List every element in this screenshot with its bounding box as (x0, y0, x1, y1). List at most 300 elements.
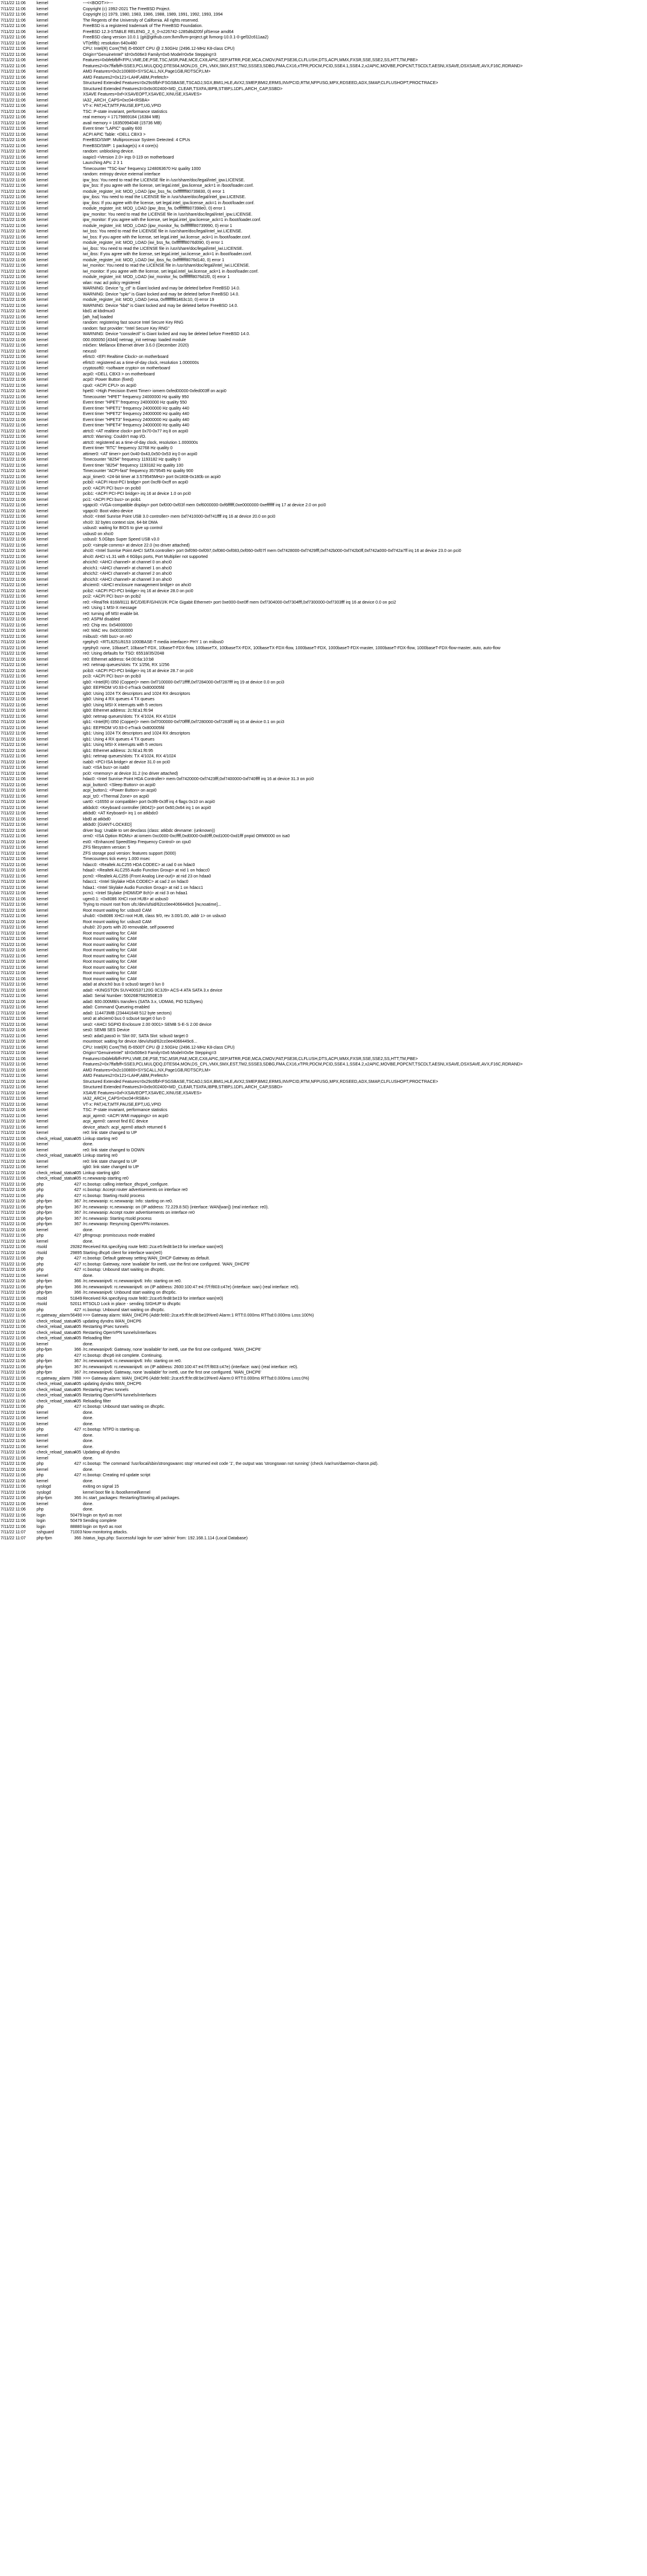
log-message: AMD Features2=0x121<LAHF,ABM,Prefetch> (83, 1074, 169, 1078)
log-time: 7/11/22 11:06 (1, 554, 26, 559)
log-time: 7/11/22 11:06 (1, 13, 26, 17)
log-pid (70, 240, 82, 246)
log-row (0, 1290, 647, 1296)
log-process: kernel (37, 549, 49, 553)
log-pid (70, 685, 82, 691)
log-message: /rc.newwanipv6: Gateway, none 'available' for inet6, use the first one configured. 'WAN_DHCP6' (83, 1348, 261, 1352)
log-process: kernel (37, 726, 49, 730)
log-process: check_reload_status (37, 1330, 76, 1335)
log-time: 7/11/22 11:06 (1, 1433, 26, 1438)
log-time: 7/11/22 11:06 (1, 766, 26, 770)
log-row (0, 1467, 647, 1473)
log-message: IA32_ARCH_CAPS=0xc04<RSBA> (83, 98, 150, 103)
log-row (0, 1159, 647, 1165)
log-pid (70, 64, 82, 70)
log-message: done. (83, 1273, 94, 1278)
log-time: 7/11/22 11:06 (1, 1062, 26, 1067)
log-process: rc.gateway_alarm (37, 1376, 70, 1381)
log-message: Starting dhcp6 client for interface wan(re0) (83, 1250, 162, 1255)
log-process: kernel (37, 35, 49, 40)
log-pid (70, 760, 82, 766)
log-row (0, 303, 647, 309)
log-process: kernel (37, 189, 49, 194)
log-row (0, 1114, 647, 1120)
log-message: re0: Using 1 MSI-X message (83, 606, 137, 610)
log-pid: 29282 (70, 1245, 82, 1249)
log-time: 7/11/22 11:06 (1, 611, 26, 616)
log-row (0, 1381, 647, 1387)
log-process: kernel (37, 1433, 49, 1438)
log-row (0, 86, 647, 92)
log-message: /rc.newwanip: rc.newwanip: on (IP address: 72.229.8.50) (interface: WAN[wan]) (real interface: re0). (83, 1205, 269, 1210)
log-time: 7/11/22 11:06 (1, 1508, 26, 1512)
log-row (0, 1073, 647, 1079)
log-pid (70, 657, 82, 663)
log-message: /rc.newwanip: Starting rtsold process (83, 1216, 152, 1221)
log-time: 7/11/22 11:06 (1, 1108, 26, 1112)
log-process: php (37, 1193, 44, 1198)
log-row (0, 1387, 647, 1393)
log-row (0, 252, 647, 258)
log-pid (70, 1467, 82, 1473)
log-row (0, 1187, 647, 1193)
log-time: 7/11/22 11:06 (1, 155, 26, 160)
log-pid (70, 931, 82, 937)
log-message: kernel boot file is /boot/kernel/kernel (83, 1490, 151, 1495)
log-time: 7/11/22 11:06 (1, 1199, 26, 1204)
log-time: 7/11/22 11:06 (1, 732, 26, 736)
log-pid (70, 178, 82, 184)
log-message: Event timer "HPET2" frequency 24000000 Hz quality 440 (83, 412, 189, 416)
log-process: kernel (37, 1342, 49, 1347)
log-message: VT-x: PAT,HLT,MTF,PAUSE,EPT,UG,VPID (83, 104, 162, 108)
log-pid (70, 977, 82, 983)
log-row (0, 280, 647, 286)
log-row (0, 400, 647, 406)
log-pid (70, 440, 82, 446)
log-message: pfmgroup: promiscuous mode enabled (83, 1234, 155, 1238)
log-pid: 405 (74, 1336, 81, 1341)
log-process: kernel (37, 1011, 49, 1016)
log-row (0, 1039, 647, 1045)
log-process: php (37, 1308, 44, 1312)
log-pid (70, 292, 82, 298)
log-message: ZFS storage pool version: features support (5000) (83, 851, 176, 856)
log-message: wlan: mac acl policy registered (83, 280, 141, 285)
log-message: iwi_ibss: You need to read the LICENSE file in /usr/share/doc/legal/intel_iwi.LICENSE. (83, 246, 243, 251)
log-row (0, 132, 647, 138)
log-message: Timecounter "TSC-low" frequency 1248063670 Hz quality 1000 (83, 166, 201, 171)
log-process: kernel (37, 132, 49, 137)
log-process: kernel (37, 235, 49, 240)
log-message: acpi_timer0: <24-bit timer at 3.579545MHz> port 0x1808-0x180b on acpi0 (83, 474, 221, 479)
log-pid (70, 486, 82, 492)
log-message: Timecounter "HPET" frequency 24000000 Hz quality 950 (83, 395, 189, 399)
log-message: ipw_bss: You need to read the LICENSE file in /usr/share/doc/legal/intel_ipw.LICENSE. (83, 178, 245, 183)
log-time: 7/11/22 11:06 (1, 800, 26, 804)
log-row (0, 98, 647, 104)
log-pid (70, 252, 82, 258)
log-process: kernel (37, 1017, 49, 1021)
log-pid (70, 697, 82, 703)
log-pid (70, 280, 82, 286)
log-time: 7/11/22 11:06 (1, 994, 26, 998)
log-message: uhub0: 20 ports with 20 removable, self powered (83, 926, 174, 930)
log-process: kernel (37, 948, 49, 953)
log-time: 7/11/22 11:06 (1, 977, 26, 981)
log-row (0, 999, 647, 1005)
log-message: igb0: Using 1024 TX descriptors and 1024 RX descriptors (83, 691, 190, 696)
log-pid (70, 765, 82, 771)
log-time: 7/11/22 11:06 (1, 1467, 26, 1472)
log-message: rgephy0: none, 10baseT, 10baseT-FDX, 10baseT-FDX-flow, 100baseTX, 100baseTX-FDX, 100baseTX-FDX-flow, 1000baseT-FDX, 1000baseT-FDX-master, 1000baseT-FDX-flow, 1000baseT-FDX-flow-master, auto, auto-flow (83, 646, 500, 650)
log-message: igb1: EEPROM V0.93-0 eTrack 0x800005fd (83, 726, 165, 730)
log-time: 7/11/22 11:06 (1, 1005, 26, 1010)
log-time: 7/11/22 11:06 (1, 332, 26, 336)
log-message: Root mount waiting for: usbus0 CAM (83, 908, 151, 913)
log-row (0, 269, 647, 275)
log-time: 7/11/22 11:06 (1, 1136, 26, 1141)
log-pid: 427 (74, 1353, 81, 1358)
log-pid: 367 (74, 1222, 81, 1226)
log-message: Event timer "HPET" frequency 24000000 Hz quality 550 (83, 401, 187, 405)
log-time: 7/11/22 11:06 (1, 509, 26, 514)
log-time: 7/11/22 11:06 (1, 1490, 26, 1495)
log-row (0, 69, 647, 75)
log-message: hdacc1: <Intel Skylake HDA CODEC> at cad 2 on hdac0 (83, 880, 189, 884)
log-process: kernel (37, 1142, 49, 1147)
log-pid: 367 (74, 1365, 81, 1369)
log-message: est0: <Enhanced SpeedStep Frequency Control> on cpu0 (83, 840, 191, 844)
log-process: kernel (37, 184, 49, 188)
log-row (0, 457, 647, 463)
log-pid (70, 1073, 82, 1079)
log-time: 7/11/22 11:06 (1, 954, 26, 959)
log-row (0, 1228, 647, 1234)
log-pid (70, 571, 82, 577)
log-row (0, 309, 647, 315)
log-process: kernel (37, 937, 49, 941)
log-pid (70, 326, 82, 332)
log-time: 7/11/22 11:06 (1, 1028, 26, 1032)
log-pid (70, 46, 82, 52)
log-process: kernel (37, 1228, 49, 1232)
log-process: kernel (37, 1085, 49, 1089)
log-row (0, 452, 647, 458)
log-pid (70, 623, 82, 629)
log-row (0, 491, 647, 497)
log-time: 7/11/22 11:06 (1, 1519, 26, 1523)
log-process: kernel (37, 1479, 49, 1483)
log-process: kernel (37, 166, 49, 171)
log-process: kernel (37, 7, 49, 11)
log-message: Restarting OpenVPN tunnels/interfaces (83, 1393, 157, 1398)
log-pid: 427 (74, 1234, 81, 1238)
log-pid (70, 748, 82, 754)
log-row (0, 160, 647, 166)
log-process: kernel (37, 18, 49, 23)
log-row (0, 149, 647, 155)
log-process: kernel (37, 503, 49, 508)
log-pid (70, 29, 82, 35)
log-message: done. (83, 1410, 94, 1415)
log-table (0, 1, 647, 1541)
log-time: 7/11/22 11:06 (1, 1365, 26, 1369)
log-row (0, 703, 647, 709)
log-pid (70, 509, 82, 515)
log-process: kernel (37, 1108, 49, 1112)
log-process: sshguard (37, 1530, 54, 1535)
log-row (0, 977, 647, 983)
log-process: check_reload_status (37, 1154, 76, 1158)
log-message: hdacc0: <Realtek ALC255 HDA CODEC> at cad 0 on hdac0 (83, 862, 195, 867)
log-process: kernel (37, 538, 49, 542)
log-pid: 367 (74, 1216, 81, 1221)
log-message: Origin="GenuineIntel" Id=0x506e3 Family=0x6 Model=0x5e Stepping=3 (83, 1051, 216, 1055)
log-row (0, 1410, 647, 1416)
log-message: re0: Ethernet address: 64:00:6a:10:b8 (83, 657, 154, 662)
log-row (0, 566, 647, 572)
log-time: 7/11/22 11:06 (1, 1439, 26, 1443)
log-row (0, 297, 647, 303)
log-time: 7/11/22 11:06 (1, 811, 26, 816)
log-row (0, 1085, 647, 1091)
log-message: pci0: <ACPI PCI bus> on pcib0 (83, 486, 141, 491)
log-message: CPU: Intel(R) Core(TM) i5-6500T CPU @ 2.50GHz (2496.12-MHz K8-class CPU) (83, 1045, 235, 1050)
log-row (0, 1324, 647, 1330)
log-time: 7/11/22 11:06 (1, 1188, 26, 1192)
log-message: >>> Gateway alarm: WAN_DHCP6 (Addr:fe80::2ca:e5:ff:fe:d8:be19%re0 Alarm:1 RTT:0.000ms RTTsd:0.000ms Loss:100%) (83, 1314, 314, 1318)
log-pid (70, 811, 82, 817)
log-time: 7/11/22 11:06 (1, 1416, 26, 1420)
log-pid (70, 1016, 82, 1022)
log-pid (70, 75, 82, 81)
log-process: rtsold (37, 1245, 47, 1249)
log-row (0, 640, 647, 646)
log-row (0, 1244, 647, 1250)
log-time: 7/11/22 11:06 (1, 1114, 26, 1118)
log-time: 7/11/22 11:06 (1, 680, 26, 685)
log-time: 7/11/22 11:06 (1, 315, 26, 320)
log-time: 7/11/22 11:06 (1, 395, 26, 399)
log-process: kernel (37, 81, 49, 85)
log-row (0, 126, 647, 132)
log-pid (70, 1159, 82, 1165)
log-message: AMD Features=0x2c100800<SYSCALL,NX,Page1GB,RDTSCP,LM> (83, 70, 211, 74)
log-message: CPU: Intel(R) Core(TM) i5-6500T CPU @ 2.50GHz (2496.12-MHz K8-class CPU) (83, 47, 235, 51)
log-process: kernel (37, 766, 49, 770)
log-time: 7/11/22 11:06 (1, 64, 26, 68)
log-pid: 427 (74, 1308, 81, 1312)
log-time: 7/11/22 11:06 (1, 726, 26, 730)
log-process: php-fpm (37, 1496, 52, 1500)
log-row (0, 668, 647, 674)
log-row (0, 885, 647, 891)
log-time: 7/11/22 11:06 (1, 503, 26, 508)
log-message: Event timer "i8254" frequency 1193182 Hz quality 100 (83, 463, 184, 468)
log-pid (70, 988, 82, 994)
log-pid (70, 395, 82, 401)
log-pid (70, 1045, 82, 1051)
log-message: module_register_init: MOD_LOAD (ipw_monitor_fw, 0xffffffff80739990, 0) error 1 (83, 223, 232, 228)
log-pid (70, 600, 82, 606)
log-time: 7/11/22 11:06 (1, 497, 26, 502)
log-pid (70, 1228, 82, 1234)
log-pid (70, 982, 82, 988)
log-process: kernel (37, 560, 49, 565)
log-process: kernel (37, 144, 49, 148)
log-row (0, 828, 647, 834)
log-process: kernel (37, 109, 49, 114)
log-process: kernel (37, 1005, 49, 1010)
log-message: re0: link state changed to DOWN (83, 1148, 145, 1153)
log-pid: 427 (74, 1182, 81, 1187)
log-row (0, 138, 647, 144)
log-process: kernel (37, 150, 49, 154)
log-row (0, 1479, 647, 1485)
log-row (0, 1342, 647, 1348)
log-message: AMD Features2=0x121<LAHF,ABM,Prefetch> (83, 75, 169, 80)
log-row (0, 874, 647, 880)
log-pid (70, 691, 82, 697)
log-row (0, 292, 647, 298)
log-process: kernel (37, 999, 49, 1004)
log-process: kernel (37, 155, 49, 160)
log-time: 7/11/22 11:06 (1, 406, 26, 411)
log-message: Event timer "RTC" frequency 32768 Hz quality 0 (83, 446, 173, 450)
log-process: kernel (37, 360, 49, 365)
log-row (0, 223, 647, 229)
log-message: efirtc0: <EFI Realtime Clock> on motherboard (83, 355, 169, 359)
log-process: kernel (37, 1097, 49, 1101)
log-message: VT(efifb): resolution 640x480 (83, 41, 137, 46)
log-message: Features2=0x7ffafbff<SSE3,PCLMULQDQ,DTES64,MON,DS_CPL,VMX,SMX,EST,TM2,SSSE3,SDBG,FMA,CX16,xTPR,PDCM,PCID,SSE4.1,SSE4.2,x2APIC,MOVBE,POPCNT,TSCDLT,AESNI,XSAVE,OSXSAVE,AVX,F16C,RDRAND> (83, 64, 523, 68)
log-time: 7/11/22 11:06 (1, 275, 26, 279)
log-row (0, 1016, 647, 1022)
log-message: ahcich3: <AHCI channel> at channel 3 on ahci0 (83, 577, 172, 582)
log-process: kernel (37, 652, 49, 656)
log-message: /rc.newwanip: Accept router advertisements on interface re0 (83, 1211, 195, 1215)
log-process: kernel (37, 914, 49, 918)
log-message: ses0: <AHCI SGPIO Enclosure 2.00 0001> SEMB S-E-S 2.00 device (83, 1022, 211, 1027)
log-time: 7/11/22 11:06 (1, 1017, 26, 1021)
log-pid: 50479 (70, 1513, 82, 1518)
log-time: 7/11/22 11:06 (1, 1496, 26, 1500)
log-row (0, 52, 647, 58)
log-pid: 367 (74, 1211, 81, 1215)
log-time: 7/11/22 11:06 (1, 412, 26, 416)
log-row (0, 1416, 647, 1422)
log-message: igb0: netmap queues/slots: TX 4/1024, RX 4/1024 (83, 714, 176, 719)
log-message: Structured Extended Features=0x29c6fbf<FSGSBASE,TSCADJ,SGX,BMI1,HLE,AVX2,SMEP,BMI2,ERMS,INVPCID,RTM,NFPUSG,MPX,RDSEED,ADX,SMAP,CLFLUSHOPT,PROCTRACE> (83, 1079, 439, 1084)
log-message: acpi_tz0: <Thermal Zone> on acpi0 (83, 794, 150, 799)
log-time: 7/11/22 11:06 (1, 1034, 26, 1038)
log-message: pcm0: <Realtek ALC255 (Front Analog Line-out)> at nid 23 on hdaa0 (83, 874, 211, 879)
log-message: atkbd0: [GIANT-LOCKED] (83, 823, 132, 827)
log-message: usbus0 on xhci0 (83, 532, 114, 536)
log-time: 7/11/22 11:06 (1, 235, 26, 240)
log-process: kernel (37, 212, 49, 217)
log-pid (70, 474, 82, 480)
log-message: efirtc0: registered as a time-of-day clock, resolution 1.000000s (83, 360, 199, 365)
log-message: Root mount waiting for: CAM (83, 965, 137, 970)
log-pid (70, 668, 82, 674)
log-process: check_reload_status (37, 1450, 76, 1455)
log-process: kernel (37, 395, 49, 399)
log-row (0, 1302, 647, 1308)
log-row (0, 1473, 647, 1479)
log-row (0, 1171, 647, 1177)
log-message: ada0: 114473MB (234441648 512 byte sectors) (83, 1011, 172, 1016)
log-pid: 427 (74, 1188, 81, 1192)
log-message: done. (83, 1444, 94, 1449)
log-message: done. (83, 1439, 94, 1443)
log-process: syslogd (37, 1485, 51, 1489)
log-time: 7/11/22 11:06 (1, 1513, 26, 1518)
log-process: kernel (37, 338, 49, 342)
log-pid (70, 805, 82, 811)
log-pid (70, 452, 82, 458)
log-time: 7/11/22 11:06 (1, 1473, 26, 1477)
log-row (0, 343, 647, 349)
log-time: 7/11/22 11:06 (1, 828, 26, 833)
log-process: kernel (37, 474, 49, 479)
log-pid (70, 936, 82, 942)
log-process: kernel (37, 86, 49, 91)
log-row (0, 349, 647, 355)
log-time: 7/11/22 11:06 (1, 903, 26, 907)
log-pid (70, 1484, 82, 1490)
log-pid (70, 554, 82, 560)
log-time: 7/11/22 11:06 (1, 1142, 26, 1147)
log-pid: 405 (74, 1177, 81, 1181)
log-message: rc.bootup: calling interface_dhcpv6_configure. (83, 1182, 169, 1187)
log-process: kernel (37, 41, 49, 46)
log-pid (70, 1456, 82, 1462)
log-time: 7/11/22 11:06 (1, 595, 26, 599)
log-time: 7/11/22 11:06 (1, 344, 26, 348)
log-message: iwi_monitor: If you agree with the license, set legal.intel_iwi.license_ack=1 in /boot/loader.conf. (83, 269, 259, 274)
log-pid (70, 1068, 82, 1074)
log-pid (70, 1114, 82, 1120)
log-pid (70, 354, 82, 360)
log-process: php-fpm (37, 1222, 52, 1226)
log-time: 7/11/22 11:06 (1, 1097, 26, 1101)
log-pid (70, 58, 82, 64)
log-process: kernel (37, 298, 49, 302)
log-time: 7/11/22 11:06 (1, 1148, 26, 1153)
log-message: Structured Extended Features=0x29c6fbf<FSGSBASE,TSCADJ,SGX,BMI1,HLE,AVX2,SMEP,BMI2,ERMS,INVPCID,RTM,NFPUSG,MPX,RDSEED,ADX,SMAP,CLFLUSHOPT,PROCTRACE> (83, 81, 439, 85)
log-time: 7/11/22 11:06 (1, 834, 26, 838)
log-process: php (37, 1256, 44, 1261)
log-time: 7/11/22 11:06 (1, 1342, 26, 1347)
log-row (0, 1182, 647, 1188)
log-time: 7/11/22 11:06 (1, 269, 26, 274)
log-row (0, 1450, 647, 1456)
log-message: rc.bootup: Unbound start waiting on dhcp6c. (83, 1308, 165, 1312)
log-message: FreeBSD/SMP: Multiprocessor System Detected: 4 CPUs (83, 138, 190, 142)
log-time: 7/11/22 11:06 (1, 937, 26, 941)
log-process: kernel (37, 800, 49, 804)
log-pid: 405 (74, 1325, 81, 1329)
log-message: WARNING: Device "g_ctl" is Giant locked and may be deleted before FreeBSD 14.0. (83, 286, 240, 291)
log-row (0, 897, 647, 903)
log-process: kernel (37, 1125, 49, 1130)
log-process: check_reload_status (37, 1399, 76, 1404)
log-process: check_reload_status (37, 1393, 76, 1398)
log-time: 7/11/22 11:06 (1, 1479, 26, 1483)
log-process: kernel (37, 92, 49, 97)
